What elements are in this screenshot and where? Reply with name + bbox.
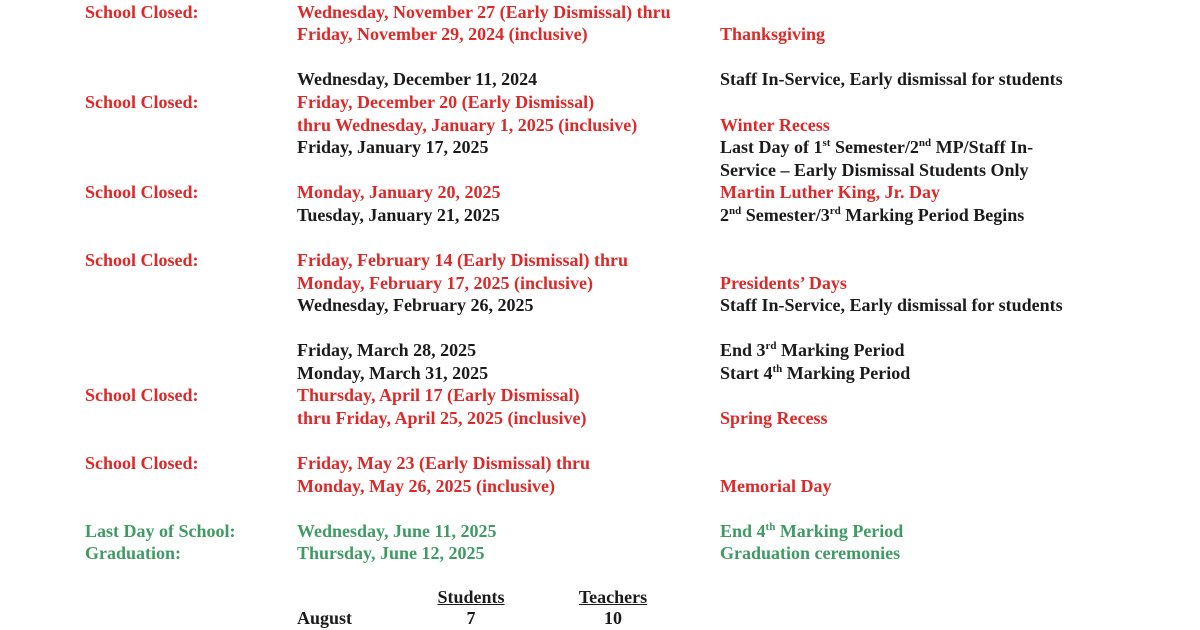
end-4th-mp-event: End 4th Marking Period: [720, 521, 904, 541]
school-closed-label: School Closed:: [85, 250, 199, 270]
school-closed-label: School Closed:: [85, 453, 199, 473]
semester-end-event-line-1: Last Day of 1st Semester/2nd MP/Staff In-: [720, 137, 1034, 157]
spring-recess-date-line-1: Thursday, April 17 (Early Dismissal): [297, 385, 580, 405]
graduation-event: Graduation ceremonies: [720, 543, 901, 563]
thanksgiving-date-line-1: Wednesday, November 27 (Early Dismissal) thru: [297, 2, 671, 22]
last-day-label: Last Day of School:: [85, 521, 236, 541]
students-column-header: Students: [437, 587, 505, 607]
march-31-date: Monday, March 31, 2025: [297, 363, 489, 383]
school-closed-label: School Closed:: [85, 385, 199, 405]
presidents-days-event: Presidents’ Days: [720, 273, 847, 293]
december-inservice-event: Staff In-Service, Early dismissal for students: [720, 69, 1063, 89]
thanksgiving-date-line-2: Friday, November 29, 2024 (inclusive): [297, 24, 588, 44]
mlk-event: Martin Luther King, Jr. Day: [720, 182, 941, 202]
december-inservice-date: Wednesday, December 11, 2024: [297, 69, 538, 89]
february-inservice-event: Staff In-Service, Early dismissal for students: [720, 295, 1063, 315]
presidents-days-date-line-2: Monday, February 17, 2025 (inclusive): [297, 273, 593, 293]
january-21-date: Tuesday, January 21, 2025: [297, 205, 500, 225]
school-closed-label: School Closed:: [85, 2, 199, 22]
spring-recess-date-line-2: thru Friday, April 25, 2025 (inclusive): [297, 408, 587, 428]
school-closed-label: School Closed:: [85, 182, 199, 202]
table-row-teachers: 10: [604, 608, 622, 628]
table-row-month: August: [297, 608, 353, 628]
winter-recess-date-line-1: Friday, December 20 (Early Dismissal): [297, 92, 595, 112]
graduation-label: Graduation:: [85, 543, 182, 563]
school-closed-label: School Closed:: [85, 92, 199, 112]
february-inservice-date: Wednesday, February 26, 2025: [297, 295, 534, 315]
end-3rd-mp-event: End 3rd Marking Period: [720, 340, 905, 360]
teachers-column-header: Teachers: [578, 587, 648, 607]
graduation-date: Thursday, June 12, 2025: [297, 543, 485, 563]
winter-recess-event: Winter Recess: [720, 115, 830, 135]
semester-end-event-line-2: Service – Early Dismissal Students Only: [720, 160, 1029, 180]
winter-recess-date-line-2: thru Wednesday, January 1, 2025 (inclusive): [297, 115, 638, 135]
march-28-date: Friday, March 28, 2025: [297, 340, 477, 360]
start-4th-mp-event: Start 4th Marking Period: [720, 363, 911, 383]
presidents-days-date-line-1: Friday, February 14 (Early Dismissal) thru: [297, 250, 628, 270]
memorial-day-date-line-1: Friday, May 23 (Early Dismissal) thru: [297, 453, 590, 473]
mlk-date: Monday, January 20, 2025: [297, 182, 501, 202]
thanksgiving-event: Thanksgiving: [720, 24, 826, 44]
memorial-day-event: Memorial Day: [720, 476, 832, 496]
last-day-date: Wednesday, June 11, 2025: [297, 521, 497, 541]
table-row-students: 7: [466, 608, 476, 628]
memorial-day-date-line-2: Monday, May 26, 2025 (inclusive): [297, 476, 556, 496]
semester-begins-event: 2nd Semester/3rd Marking Period Begins: [720, 205, 1025, 225]
january-17-date: Friday, January 17, 2025: [297, 137, 489, 157]
spring-recess-event: Spring Recess: [720, 408, 828, 428]
